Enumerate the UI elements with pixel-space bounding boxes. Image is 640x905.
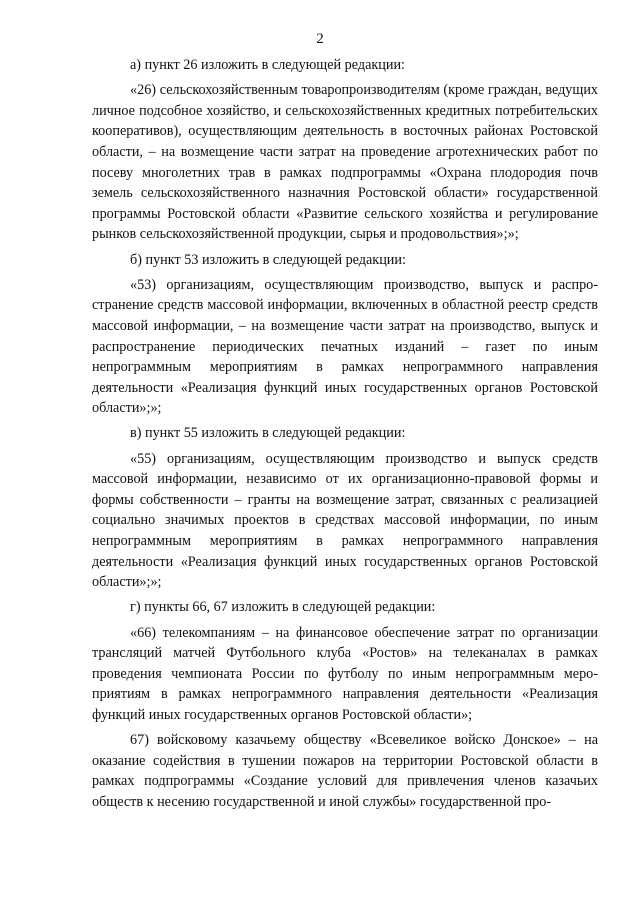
paragraph-clause-53: «53) организациям, осуществляющим производство, выпуск и распространение средств массовой информации, включенных в областной реестр средств массовой информации, – на возмещение части затрат на производство, выпуск и распространение периодических печатных изданий – газет по иным непрограммным мероприятиям в рамках непрограммного направления деятельности «Реализация функций иных государственных органов Ростовской области»;»; <box>92 276 598 417</box>
document-body <box>92 55 598 813</box>
paragraph-clause-26: «26) сельскохозяйственным товаропроизводителям (кроме граждан, ведущих личное подсобное хозяйство, и сельскохозяйственных кредитных потребительских кооперативов), осуществляющим деятельность в восточных районах Ростовской области, – на возмещение части затрат на проведение агротехнических работ по посеву многолетних трав в рамках подпрограммы «Охрана плодородия почв земель сельскохозяйственного назначния Ростовской области» государственной программы Ростовской области «Развитие сельского хозяйства и регулирование рынков сельскохозяйственной продукции, сырья и продовольствия»;»; <box>92 82 598 243</box>
paragraph-item-g-heading: г) пункты 66, 67 изложить в следующей редакции: <box>130 599 436 616</box>
page-number: 2 <box>316 31 324 47</box>
paragraph-item-a-heading: а) пункт 26 изложить в следующей редакции: <box>130 57 405 73</box>
paragraph-clause-66: «66) телекомпаниям – на финансовое обеспечение затрат по организации трансляций матчей Футбольного клуба «Ростов» на телеканалах в рамках проведения чемпионата России по футболу по иным непрограммным мероприятиям в рамках непрограммного направления деятельности «Реализация функций иных государственных органов Ростовской области»; <box>92 624 598 723</box>
paragraph-item-b-heading: б) пункт 53 изложить в следующей редакции: <box>130 251 406 268</box>
paragraph-item-v-heading: в) пункт 55 изложить в следующей редакции: <box>130 425 406 442</box>
paragraph-clause-55: «55) организациям, осуществляющим производство и выпуск средств массовой информации, независимо от их организационно-правовой формы и формы собственности – гранты на возмещение затрат, связанных с реализацией социально значимых проектов в средствах массовой информации, по иным непрограммным мероприятиям в рамках непрограммного направления деятельности «Реализация функций иных государственных органов Ростовской области»;»; <box>92 450 598 591</box>
paragraph-clause-67: 67) войсковому казачьему обществу «Всевеликое войско Донское» – на оказание содействия в тушении пожаров на территории Ростовской области в рамках подпрограммы «Создание условий для привлечения членов казачьих обществ к несению государственной и иной службы» государственной про- <box>92 732 598 810</box>
